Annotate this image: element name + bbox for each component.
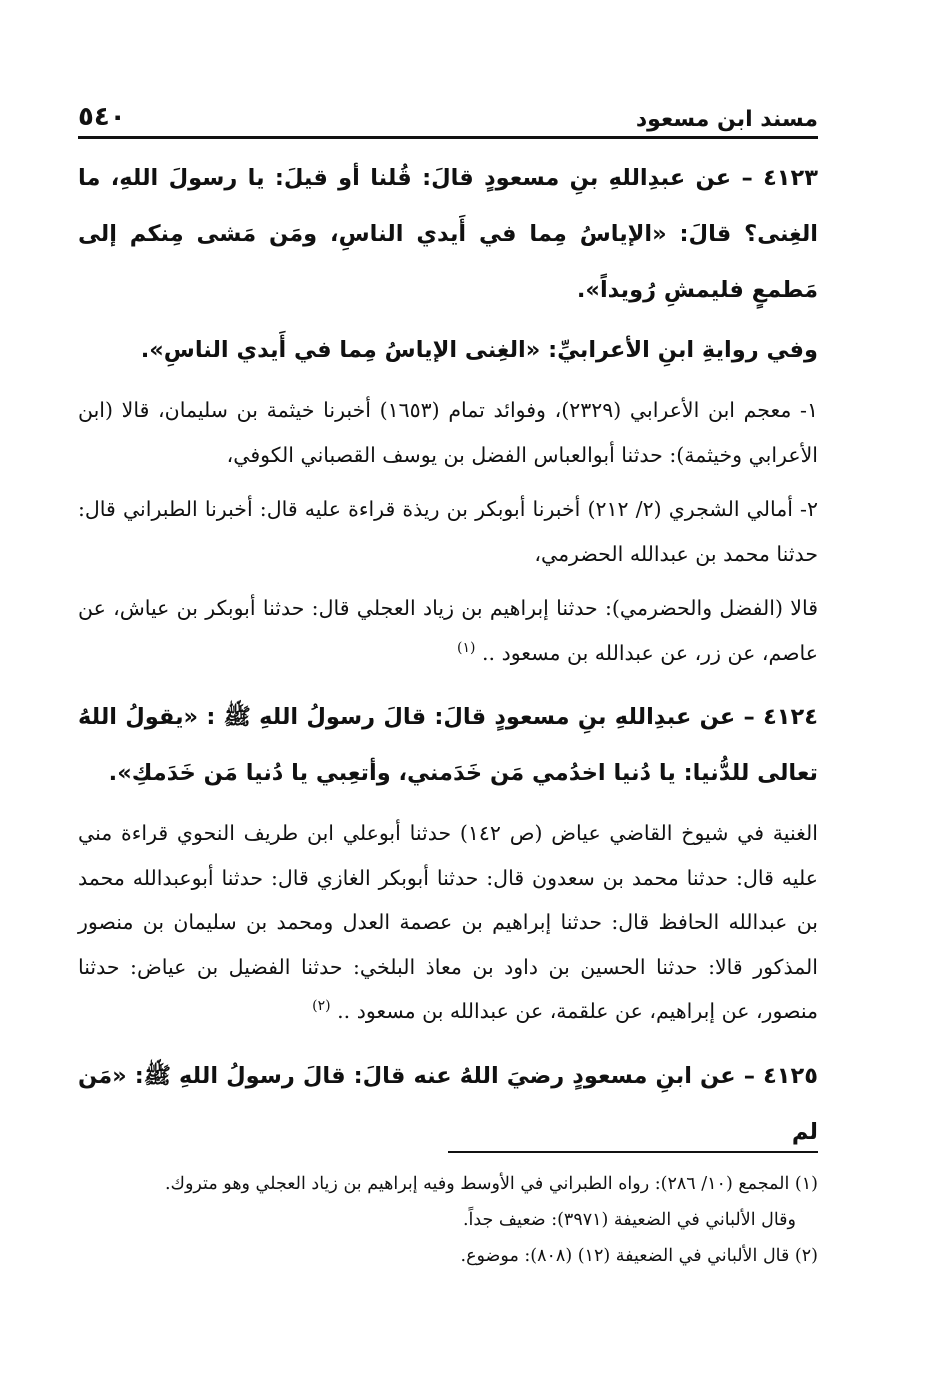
source-4124 (78, 811, 818, 1034)
main-text (78, 150, 818, 1160)
footnote-ref-1: (١) (457, 639, 476, 656)
hadith-4123-variant: وفي روايةِ ابنِ الأعرابيِّ: «الغِنى الإياسُ مِما في أَيدي الناسِ». (140, 337, 818, 363)
source-4123-3 (78, 586, 818, 675)
header-divider (78, 136, 818, 139)
source-4123-3-text: قالا (الفضل والحضرمي): حدثنا إبراهيم بن زياد العجلي قال: حدثنا أبوبكر بن عياش، عن عاصم، عن زر، عن عبدالله بن مسعود .. (78, 596, 818, 665)
footnote-1: (١) المجمع (١٠/ ٢٨٦): رواه الطبراني في الأوسط وفيه إبراهيم بن زياد العجلي وهو متروك. (164, 1174, 818, 1194)
hadith-4123: ٤١٢٣ – عن عبدِاللهِ بنِ مسعودٍ قالَ: قُلنا أو قيلَ: يا رسولَ اللهِ، ما الغِنى؟ قالَ: «الإياسُ مِما في أَيدي الناسِ، ومَن مَشى مِنكم إلى مَطمعٍ فليمشِ رُويداً». (78, 165, 818, 303)
footnote-ref-2: (٢) (312, 998, 331, 1015)
footnotes (78, 1166, 818, 1274)
book-page (78, 0, 818, 1381)
page-number: ٥٤٠ (78, 102, 126, 132)
footnote-1-continuation: وقال الألباني في الضعيفة (٣٩٧١): ضعيف جداً. (462, 1210, 796, 1230)
hadith-4124: ٤١٢٤ – عن عبدِاللهِ بنِ مسعودٍ قالَ: قالَ رسولُ اللهِ ﷺ : «يقولُ اللهُ تعالى للدُّنيا: يا دُنيا اخدُمي مَن خَدَمني، وأتعِبي يا دُنيا مَن خَدَمكِ». (78, 704, 818, 786)
running-title: مسند ابن مسعود (635, 107, 818, 132)
source-4124-text: الغنية في شيوخ القاضي عياض (ص ١٤٢) حدثنا أبوعلي ابن طريف النحوي قراءة مني عليه قال: حدثنا محمد بن سعدون قال: حدثنا أبوبكر الغازي قال: حدثنا أبوعبدالله محمد بن عبدالله الحافظ قال: حدثنا إبراهيم بن عصمة العدل ومحمد بن سليمان بن منصور المذكور قالا: حدثنا الحسين بن داود بن معاذ البلخي: حدثنا الفضيل بن عياض: حدثنا منصور، عن إبراهيم، عن علقمة، عن عبدالله بن مسعود .. (78, 821, 818, 1023)
source-4123-2: ٢- أمالي الشجري (٢/ ٢١٢) أخبرنا أبوبكر بن ريذة قراءة عليه قال: أخبرنا الطبراني قال: حدثنا محمد بن عبدالله الحضرمي، (78, 497, 818, 566)
footnote-2: (٢) قال الألباني في الضعيفة (١٢) (٨٠٨): موضوع. (460, 1246, 818, 1266)
hadith-4125: ٤١٢٥ – عن ابنِ مسعودٍ رضيَ اللهُ عنه قالَ: قالَ رسولُ اللهِ ﷺ: «مَن لم (78, 1062, 818, 1145)
source-4123-1: ١- معجم ابن الأعرابي (٢٣٢٩)، وفوائد تمام (١٦٥٣) أخبرنا خيثمة بن سليمان، قالا (ابن الأعرابي وخيثمة): حدثنا أبوالعباس الفضل بن يوسف القصباني الكوفي، (78, 398, 818, 467)
page-header (78, 92, 818, 132)
footnote-divider (448, 1151, 818, 1153)
